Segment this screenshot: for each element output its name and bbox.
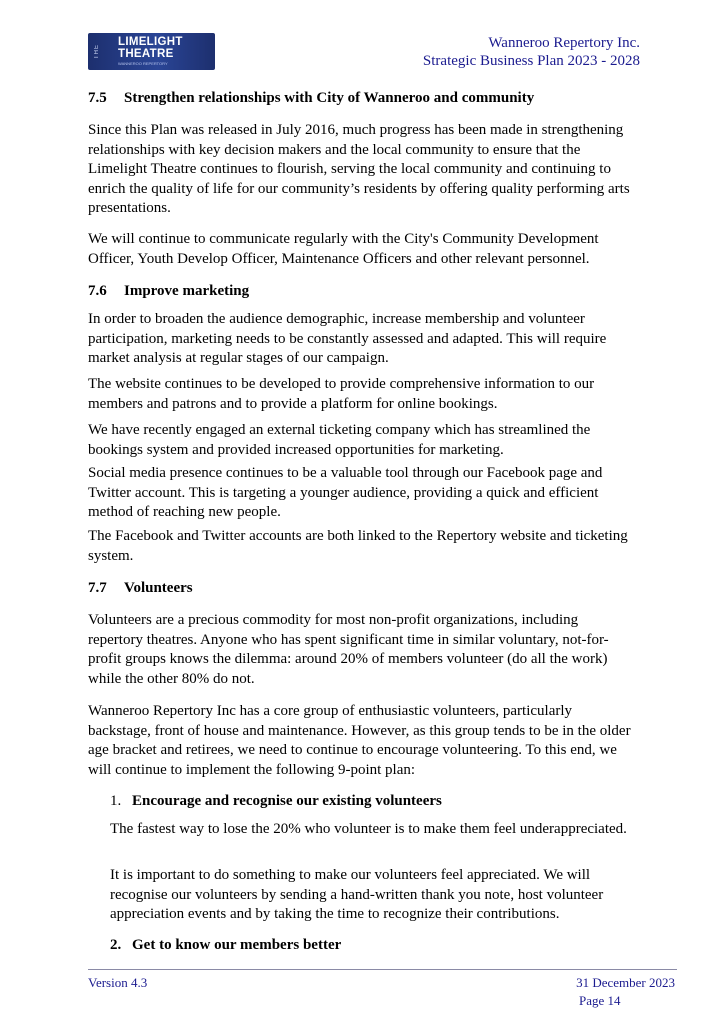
section-7-5-paragraph-2: We will continue to communicate regularly with the City's Community Development Officer, Youth Develop Officer, Maintenance Officers and other relevant personnel. bbox=[88, 231, 599, 267]
section-7-6-paragraph-1: In order to broaden the audience demographic, increase membership and volunteer participation, marketing needs to be constantly assessed and adapted. This will require market analysis at regular stages of our campaign. bbox=[88, 311, 607, 366]
list-item-title: Get to know our members better bbox=[132, 937, 342, 953]
header-plan-title: Strategic Business Plan 2023 - 2028 bbox=[422, 53, 640, 69]
section-7-7-paragraph-2: Wanneroo Repertory Inc has a core group of enthusiastic volunteers, particularly backstage, front of house and maintenance. However, as this group tends to be in the older age bracket and retirees, we need to continue to encourage volunteering. To this end, we will continue to implement the following 9-point plan: bbox=[88, 703, 631, 778]
section-number: 7.6 bbox=[88, 283, 107, 299]
section-7-6-paragraph-3: We have recently engaged an external ticketing company which has streamlined the bookings system and provided increased opportunities for marketing. bbox=[88, 422, 591, 458]
footer-divider bbox=[88, 969, 677, 970]
section-7-7-paragraph-1: Volunteers are a precious commodity for most non-profit organizations, including repertory theatres. Anyone who has spent significant time in similar voluntary, not-for-profit groups knows the dilemma: around 20% of members volunteer (do all the work) while the other 80% do not. bbox=[88, 612, 609, 687]
list-item-1-paragraph-1: The fastest way to lose the 20% who volunteer is to make them feel underappreciated. bbox=[110, 821, 627, 837]
section-7-5-heading bbox=[88, 90, 534, 107]
section-title: Strengthen relationships with City of Wanneroo and community bbox=[124, 90, 535, 106]
list-item-1-heading bbox=[110, 793, 442, 810]
list-item-1-paragraph-2: It is important to do something to make our volunteers feel appreciated. We will recognise our volunteers by sending a hand-written thank you note, host volunteer appreciation events and by taking the time to recognize their contributions. bbox=[110, 867, 604, 922]
section-number: 7.7 bbox=[88, 580, 107, 596]
section-7-6-paragraph-5: The Facebook and Twitter accounts are both linked to the Repertory website and ticketing system. bbox=[88, 528, 628, 564]
section-7-6-heading bbox=[88, 283, 249, 300]
header-organisation: Wanneroo Repertory Inc. bbox=[488, 35, 640, 51]
footer-page-number: Page 14 bbox=[579, 993, 621, 1008]
list-number: 1. bbox=[110, 793, 122, 809]
list-item-2-heading bbox=[110, 937, 341, 954]
limelight-theatre-logo bbox=[88, 33, 215, 70]
section-7-6-paragraph-4: Social media presence continues to be a valuable tool through our Facebook page and Twitter account. This is targeting a younger audience, providing a quick and efficient method of reaching new people. bbox=[88, 465, 603, 520]
section-number: 7.5 bbox=[88, 90, 107, 106]
logo-line2: THEATRE bbox=[118, 48, 174, 60]
section-7-7-heading bbox=[88, 580, 193, 597]
list-number: 2. bbox=[110, 937, 122, 953]
logo-tagline: WANNEROO REPERTORY bbox=[118, 61, 168, 66]
list-item-title: Encourage and recognise our existing volunteers bbox=[132, 793, 442, 809]
logo-line1: LIMELIGHT bbox=[118, 36, 183, 48]
section-title: Improve marketing bbox=[124, 283, 250, 299]
footer-date: 31 December 2023 bbox=[576, 975, 675, 990]
footer-version: Version 4.3 bbox=[88, 975, 148, 990]
section-title: Volunteers bbox=[124, 580, 193, 596]
section-7-5-paragraph-1: Since this Plan was released in July 2016, much progress has been made in strengthening relationships with key decision makers and the local community to ensure that the Limelight Theatre continues to flourish, serving the local community and continuing to enrich the quality of life for our community’s residents by offering quality performing arts presentations. bbox=[88, 122, 630, 216]
section-7-6-paragraph-2: The website continues to be developed to provide comprehensive information to our members and patrons and to provide a platform for online bookings. bbox=[88, 376, 595, 412]
logo-the-text: THE bbox=[94, 44, 100, 59]
